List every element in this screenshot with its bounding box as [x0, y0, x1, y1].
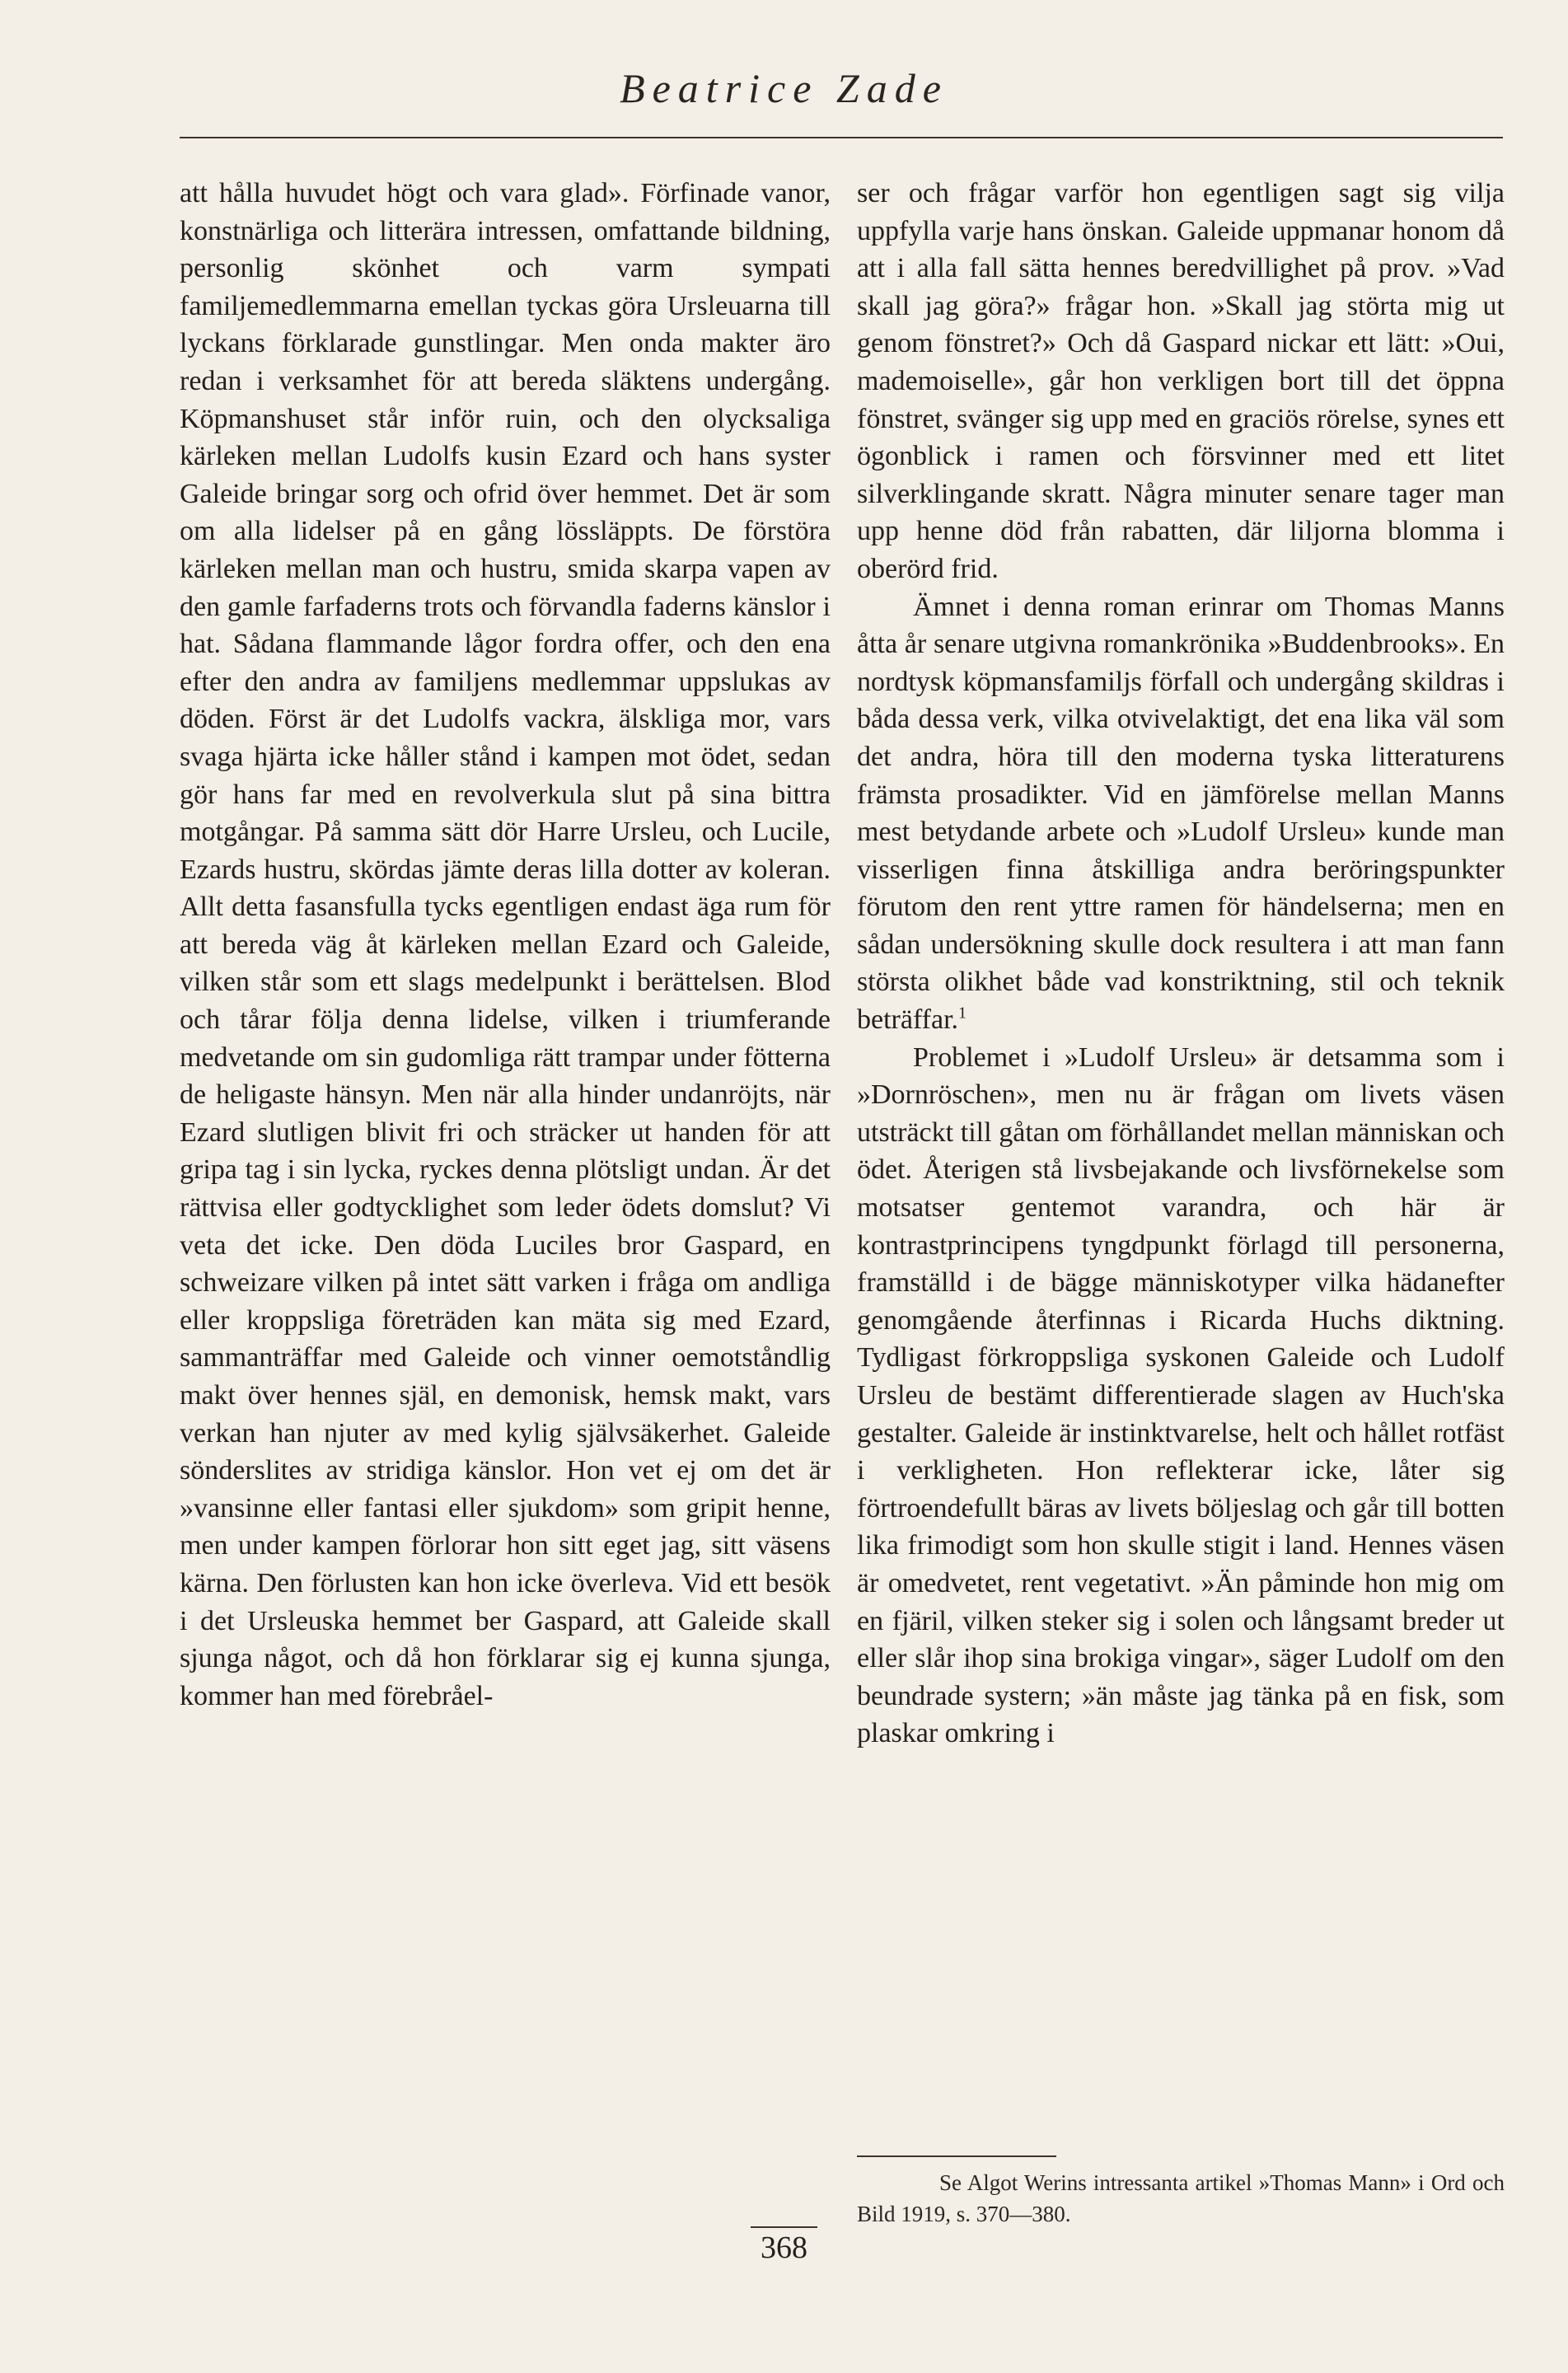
- footnote-rule: [857, 2155, 1056, 2157]
- left-paragraph-1: att hålla huvudet högt och vara glad». Förfinade vanor, konstnärliga och litterära intressen, omfattande bildning, personlig skönhet och varm sympati familjemedlemmarna emellan tyckas göra Ursleuarna till lyckans förklarade gunstlingar. Men onda makter äro redan i verksamhet för att bereda släktens undergång. Köpmanshuset står inför ruin, och den olycksaliga kärleken mellan Ludolfs kusin Ezard och hans syster Galeide bringar sorg och ofrid över hemmet. Det är som om alla lidelser på en gång lössläppts. De förstöra kärleken mellan man och hustru, smida skarpa vapen av den gamle farfaderns trots och förvandla faderns känslor i hat. Sådana flammande lågor fordra offer, och den ena efter den andra av familjens medlemmar uppslukas av döden. Först är det Ludolfs vackra, älskliga mor, vars svaga hjärta icke håller stånd i kampen mot ödet, sedan gör hans far med en revolverkula slut på sina bittra motgångar. På samma sätt dör Harre Ursleu, och Lucile, Ezards hustru, skördas jämte deras lilla dotter av koleran. Allt detta fasansfulla tycks egentligen endast äga rum för att bereda väg åt kärleken mellan Ezard och Galeide, vilken står som ett slags medelpunkt i berättelsen. Blod och tårar följa denna lidelse, vilken i triumferande medvetande om sin gudomliga rätt trampar under fötterna de heligaste hänsyn. Men när alla hinder undanröjts, när Ezard slutligen blivit fri och sträcker ut handen för att gripa tag i sin lycka, ryckes denna plötsligt undan. Är det rättvisa eller godtycklighet som leder ödets domslut? Vi veta det icke. Den döda Luciles bror Gaspard, en schweizare vilken på intet sätt varken i fråga om andliga eller kroppsliga företräden kan mäta sig med Ezard, sammanträffar med Galeide och vinner oemotståndlig makt över hennes själ, en demonisk, hemsk makt, vars verkan han njuter av med kylig självsäkerhet. Galeide sönderslites av stridiga känslor. Hon vet ej om det är »vansinne eller fantasi eller sjukdom» som gripit henne, men under kampen förlorar hon sitt eget jag, sitt väsens kärna. Den förlusten kan hon icke överleva. Vid ett besök i det Ursleuska hemmet ber Gaspard, att Galeide skall sjunga något, och då hon förklarar sig ej kunna sjunga, kommer han med förebråel-: [180, 178, 831, 1711]
- footnote-marker: 1: [958, 1004, 967, 1023]
- right-paragraph-2: [857, 588, 1505, 1039]
- page-number-container: [0, 2226, 1568, 2266]
- right-paragraph-3: Problemet i »Ludolf Ursleu» är detsamma som i »Dornröschen», men nu är frågan om livets väsen utsträckt till gåtan om förhållandet mellan människan och ödet. Återigen stå livsbejakande och livsförnekelse som motsatser gentemot varandra, och här är kontrastprincipens tyngdpunkt förlagd till personerna, framställd i de bägge människotyper vilka hädanefter genomgående återfinnas i Ricarda Huchs diktning. Tydligast förkroppsliga syskonen Galeide och Ludolf Ursleu de bestämt differentierade slagen av Huch'ska gestalter. Galeide är instinktvarelse, helt och hållet rotfäst i verkligheten. Hon reflekterar icke, låter sig förtroendefullt bäras av livets böljeslag och går till botten lika frimodigt som hon skulle stigit i land. Hennes väsen är omedvetet, rent vegetativt. »Än påminde hon mig om en fjäril, vilken steker sig i solen och långsamt breder ut eller slår ihop sina brokiga vingar», säger Ludolf om den beundrade systern; »än måste jag tänka på en fisk, som plaskar omkring i: [857, 1041, 1505, 1749]
- footnote: Se Algot Werins intressanta artikel »Thomas Mann» i Ord och Bild 1919, s. 370—380.: [857, 2170, 1505, 2226]
- right-paragraph-1: ser och frågar varför hon egentligen sagt sig vilja uppfylla varje hans önskan. Galeide uppmanar honom då att i alla fall sätta hennes beredvillighet på prov. »Vad skall jag göra?» frågar hon. »Skall jag störta mig ut genom fönstret?» Och då Gaspard nickar ett lätt: »Oui, mademoiselle», går hon verkligen bort till det öppna fönstret, svänger sig upp med en graciös rörelse, synes ett ögonblick i ramen och försvinner med ett litet silverklingande skratt. Några minuter senare tager man upp henne död från rabatten, där liljorna blomma i oberörd frid.: [857, 178, 1505, 584]
- right-paragraph-2-text: Ämnet i denna roman erinrar om Thomas Manns åtta år senare utgivna romankrönika »Buddenbrooks». En nordtysk köpmansfamiljs förfall och undergång skildras i båda dessa verk, vilka otvivelaktigt, det ena lika väl som det andra, höra till den moderna tyska litteraturens främsta prosadikter. Vid en jämförelse mellan Manns mest betydande arbete och »Ludolf Ursleu» kunde man visserligen finna åtskilliga andra beröringspunkter förutom den rent yttre ramen för händelserna; men en sådan undersökning skulle dock resultera i att man fann största olikhet både vad konstriktning, stil och teknik beträffar.: [857, 591, 1505, 1036]
- running-header: Beatrice Zade: [620, 65, 948, 111]
- header-rule: [180, 137, 1503, 138]
- right-column: [857, 175, 1505, 1753]
- left-column: [180, 175, 831, 1715]
- page-number: 368: [751, 2226, 817, 2266]
